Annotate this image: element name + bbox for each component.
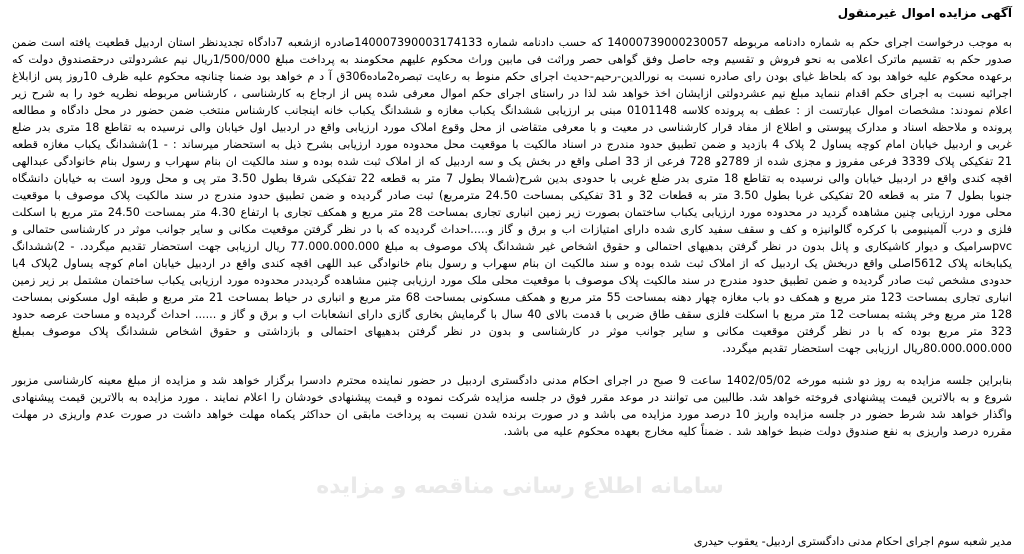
auction-session-paragraph: بنابراین جلسه مزایده به روز دو شنبه مورخه 1402/05/02 ساعت 9 صبح در اجرای احکام مدنی دادگستری اردبیل در حضور نماینده محترم دادسرا برگزار خواهد شد و مزایده از مبلغ معینه کارشناسی مزبور شروع و به بالاترین قیمت پیشنهادی فروخته خواهد شد. طالبین می توانند در موعد مقرر فوق در جلسه مزایده شرکت نموده و قیمت پیشنهادی خودشان را اعلام نمایند . مورد مزایده به بالاترین قیمت پیشنهادی واگذار خواهد شد شرط حضور در جلسه مزایده واریز 10 درصد مورد مزایده می باشد و در صورت برنده شدن نسبت به پرداخت مابقی ان حداکثر یکماه مهلت خواهد داشت در صورت عدم واریزی در مهلت مقرره درصد واریزی به نفع صندوق دولت ضبط خواهد شد . ضمناً کلیه مخارج بعهده محکوم علیه می باشد. <box>12 374 1012 438</box>
watermark-text: سامانه اطلاع رسانی مناقصه و مزایده <box>316 474 724 499</box>
signature-line: مدیر شعبه سوم اجرای احکام مدنی دادگستری اردبیل- یعقوب حیدری <box>693 535 1012 548</box>
notice-body-paragraph: به موجب درخواست اجرای حکم به شماره دادنامه مربوطه 14000739000230057 که حسب دادنامه شماره 140007390003174133صادره ازشعبه 7دادگاه تجدیدنظر استان اردبیل قطعیت یافته است ضمن صدور حکم به تقسیم ماترک اعلامی به نحو فروش و تقسیم وجه حاصل وفق گواهی حصر وراثت فی مابین وراث محکوم علیهم محکومند به پرداخت مبلغ 1/500/000ریال نیم عشردولتی درحقصندوق دولت که برعهده محکوم علیه خواهد بود که بلحاظ غیای بودن رای صادره نسبت به نورالدین-رحیم-حدیث اجرای حکم منوط به رعایت تبصره2ماده306ق آ د م خواهد بود ضمنا چنانچه محکوم علیه ظرف 10روز پس ازابلاغ اجرائیه نسبت به اجرای حکم اقدام ننماید مبلغ نیم عشردولتی ازایشان اخذ خواهد شد لذا در راستای اجرای حکم اموال معرفی شده پس از ارجاع به کارشناسی ، کارشناس مربوطه نظریه خود را به شرح زیر اعلام نمودند: مشخصات اموال عبارتست از : عطف به پرونده کلاسه 0101148 مبنی بر ارزیابی ششدانگ یکباب مغازه و ششدانگ یکباب خانه اینجانب کارشناس منتخب ضمن حضور در محل دادگاه و مطالعه پرونده و ملاحظه اسناد و مدارک پیوستی و اطلاع از مفاد قرار کارشناسی در معیت و با معرفی متقاضی از محل وقوع املاک مورد ارزیابی واقع در اردبیل اول خیابان والی نرسیده به تقاطع 18 متری بدر ضلع غربی و اردبیل خیابان امام کوچه یساول 2 پلاک 4 بازدید و ضمن تطبیق حدود مندرج در اسناد مالکیت با موقعیت محل محدوده مورد ارزیابی بشرح ذیل به استحضار میرساند : - 1)ششدانگ یکباب مغازه قطعه 21 تفکیکی پلاک 3339 فرعی مفروز و مجزی شده از 2789و 728 فرعی از 33 اصلی واقع در بخش یک و سه اردبیل که از املاک ثبت شده بوده و سند مالکیت ان بنام سهراب و رسول بنام خانوادگی عبدالهی اقچه کندی واقع در اردبیل خیابان والی نرسیده به تقاطع 18 متری بدر ضلع غربی با حدودی بدین شرح(شمالا بطول 7 متر به قطعه 22 تفکیکی شرقا بطول 3.50 متر پی و محل ورود است به خیابان دانشگاه جنوبا بطول 7 متر به قطعه 20 تفکیکی غربا بطول 3.50 متر به قطعات 32 و 31 تفکیکی بمساحت 24.50 مترمربع) ثبت صادر گردیده و ضمن تطبیق حدود مندرج در سند مالکیت پلاک موصوف با موقعیت محلی مورد ارزیابی چنین مشاهده گردید در محدوده مورد ارزیابی یکباب ساختمان بصورت زیر زمین انباری تجاری بمساحت 28 متر مربع و همکف تجاری با ارتفاع 4.30 متر بمساحت 24.50 متر مربع با اسکلت فلزی و درب آلمینیومی با کرکره گالوانیزه و کف و سقف سفید کاری شده دارای امتیازات اب و برق و گاز و.....احداث گردیده که با در نظر گرفتن موقعیت مکانی و سایر جوانب موثر در کارشناسی حتمالی و pvcسرامیک و دیوار کاشیکاری و پانل بدون در نظر گرفتن بدهیهای احتمالی و حقوق اشخاص غیر ششدانگ پلاک موصوف به مبلغ 77.000.000.000 ریال ارزیابی جهت استحضار تقدیم میگردد. - 2)ششدانگ یکبابخانه پلاک 5612اصلی واقع دربخش یک اردبیل که از املاک ثبت شده بوده و سند مالکیت ان بنام سهراب و رسول بنام خانوادگی عبد اللهی اقچه کندی واقع در اردبیل خیابان امام کوچه یساول 2پلاک 4با حدودی مشخص ثبت صادر گردیده و ضمن تطبیق حدود مندرج در سند مالکیت پلاک موصوف با موقعیت محلی ملک مورد ارزیابی چنین مشاهده گردیددر محدوده مورد ارزیابی یکباب ساختمان مشتمل بر زیر زمین انباری تجاری بمساحت 123 متر مربع و همکف دو باب مغازه چهار دهنه بمساحت 55 متر مربع و همکف مسکونی بمساحت 68 متر مربع و انباری در حیاط بمساحت 21 متر مربع و طبقه اول مسکونی بمساحت 128 متر مربع وخر پشته بمساحت 12 متر مربع با اسکلت فلزی سقف طاق ضربی با قدمت بالای 40 سال با گرمایش بخاری گازی دارای انشعابات اب و برق و گاز و ...... احداث گردیده و مساحت عرصه حدود 323 متر مربع بوده که با در نظر گرفتن موقعیت مکانی و سایر جوانب موثر در کارشناسی و بدون در نظر گرفتن بدهیهای احتمالی و بازداشتی و حقوق اشخاص ششدانگ پلاک موصوف بمبلغ 80.000.000.000ریال ارزیابی جهت استحضار تقدیم میگردد. <box>12 36 1013 355</box>
notice-title: آگهی مزایده اموال غیرمنقول <box>837 6 1012 20</box>
